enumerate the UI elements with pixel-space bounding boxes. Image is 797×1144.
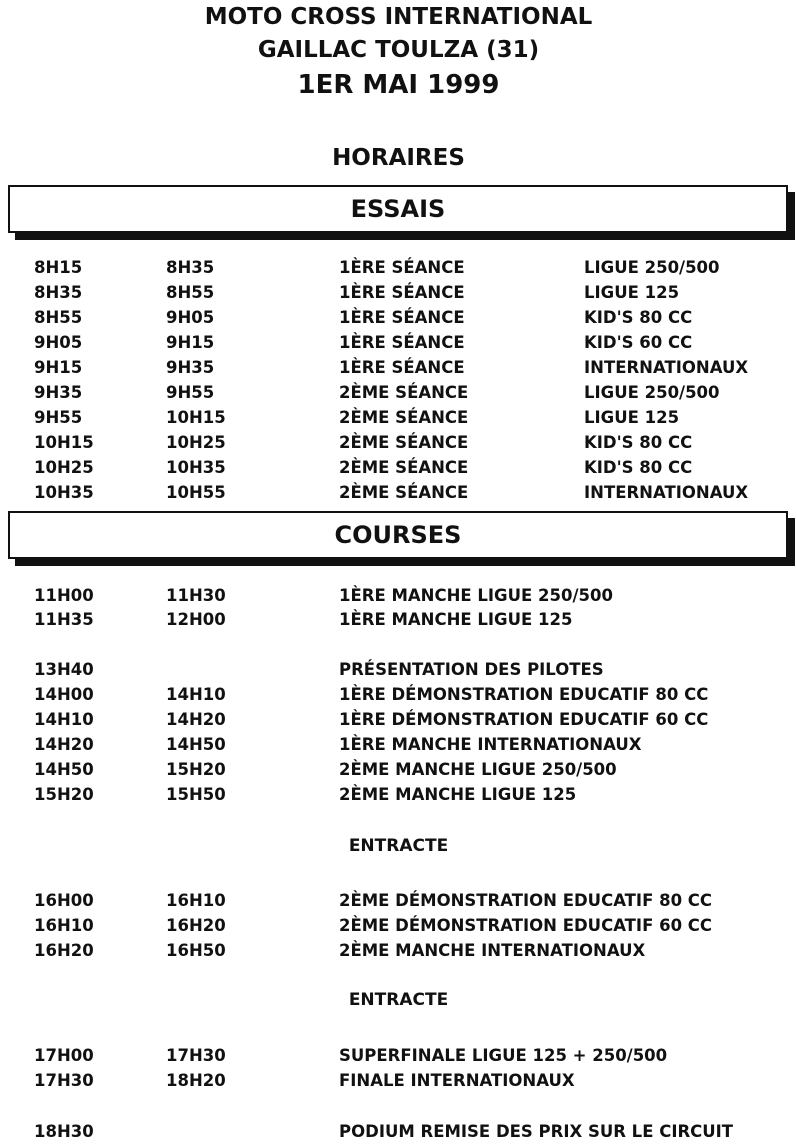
table-row	[0, 658, 797, 682]
session: 1ÈRE SÉANCE	[339, 258, 465, 277]
table-row	[0, 406, 797, 430]
table-row	[0, 431, 797, 455]
session: 2ÈME SÉANCE	[339, 433, 469, 452]
start-time: 10H15	[34, 433, 94, 452]
table-row	[0, 481, 797, 505]
end-time: 15H20	[166, 760, 226, 779]
session: 2ÈME SÉANCE	[339, 408, 469, 427]
table-row	[0, 608, 797, 632]
end-time: 10H15	[166, 408, 226, 427]
end-time: 17H30	[166, 1046, 226, 1065]
table-row	[0, 256, 797, 280]
start-time: 11H00	[34, 586, 94, 605]
end-time: 9H15	[166, 333, 215, 352]
start-time: 13H40	[34, 660, 94, 679]
start-time: 9H05	[34, 333, 83, 352]
end-time: 16H10	[166, 891, 226, 910]
end-time: 14H10	[166, 685, 226, 704]
start-time: 15H20	[34, 785, 94, 804]
session: 1ÈRE SÉANCE	[339, 308, 465, 327]
table-row	[0, 758, 797, 782]
table-row	[0, 683, 797, 707]
end-time: 8H55	[166, 283, 215, 302]
table-row	[0, 331, 797, 355]
event: 2ÈME MANCHE LIGUE 125	[339, 785, 577, 804]
event-title: MOTO CROSS INTERNATIONAL	[204, 4, 593, 30]
start-time: 10H35	[34, 483, 94, 502]
end-time: 10H25	[166, 433, 226, 452]
end-time: 15H50	[166, 785, 226, 804]
entracte-label: ENTRACTE	[348, 836, 449, 856]
start-time: 14H50	[34, 760, 94, 779]
session: 2ÈME SÉANCE	[339, 383, 469, 402]
table-row	[0, 456, 797, 480]
table-row	[0, 939, 797, 963]
start-time: 17H00	[34, 1046, 94, 1065]
event: 1ÈRE MANCHE LIGUE 125	[339, 610, 573, 629]
end-time: 12H00	[166, 610, 226, 629]
start-time: 8H35	[34, 283, 83, 302]
start-time: 18H30	[34, 1122, 94, 1141]
event: PODIUM REMISE DES PRIX SUR LE CIRCUIT	[339, 1122, 734, 1141]
category: LIGUE 250/500	[584, 258, 720, 277]
table-row	[0, 281, 797, 305]
table-row	[0, 783, 797, 807]
category: LIGUE 250/500	[584, 383, 720, 402]
start-time: 17H30	[34, 1071, 94, 1090]
start-time: 9H55	[34, 408, 83, 427]
session: 1ÈRE SÉANCE	[339, 283, 465, 302]
start-time: 16H20	[34, 941, 94, 960]
start-time: 16H00	[34, 891, 94, 910]
table-row	[0, 1044, 797, 1068]
table-row	[0, 356, 797, 380]
category: LIGUE 125	[584, 283, 680, 302]
category: KID'S 80 CC	[584, 458, 693, 477]
end-time: 10H55	[166, 483, 226, 502]
session: 2ÈME SÉANCE	[339, 458, 469, 477]
table-row	[0, 733, 797, 757]
event: 2ÈME DÉMONSTRATION EDUCATIF 80 CC	[339, 891, 713, 910]
end-time: 16H20	[166, 916, 226, 935]
event: 2ÈME DÉMONSTRATION EDUCATIF 60 CC	[339, 916, 713, 935]
category: KID'S 80 CC	[584, 308, 693, 327]
end-time: 9H35	[166, 358, 215, 377]
end-time: 10H35	[166, 458, 226, 477]
session: 1ÈRE SÉANCE	[339, 333, 465, 352]
event-date: 1ER MAI 1999	[297, 70, 500, 100]
table-row	[0, 914, 797, 938]
event: SUPERFINALE LIGUE 125 + 250/500	[339, 1046, 668, 1065]
table-row	[0, 1120, 797, 1144]
table-row	[0, 708, 797, 732]
start-time: 11H35	[34, 610, 94, 629]
end-time: 11H30	[166, 586, 226, 605]
category: INTERNATIONAUX	[584, 358, 749, 377]
end-time: 14H20	[166, 710, 226, 729]
start-time: 9H15	[34, 358, 83, 377]
start-time: 8H15	[34, 258, 83, 277]
entracte-label: ENTRACTE	[348, 990, 449, 1010]
category: KID'S 60 CC	[584, 333, 693, 352]
start-time: 14H20	[34, 735, 94, 754]
start-time: 9H35	[34, 383, 83, 402]
start-time: 14H00	[34, 685, 94, 704]
start-time: 14H10	[34, 710, 94, 729]
event: FINALE INTERNATIONAUX	[339, 1071, 575, 1090]
event: 2ÈME MANCHE LIGUE 250/500	[339, 760, 617, 779]
start-time: 16H10	[34, 916, 94, 935]
end-time: 8H35	[166, 258, 215, 277]
end-time: 9H05	[166, 308, 215, 327]
end-time: 18H20	[166, 1071, 226, 1090]
event-location: GAILLAC TOULZA (31)	[257, 37, 540, 63]
event: 1ÈRE MANCHE INTERNATIONAUX	[339, 735, 642, 754]
category: KID'S 80 CC	[584, 433, 693, 452]
table-row	[0, 306, 797, 330]
category: INTERNATIONAUX	[584, 483, 749, 502]
table-row	[0, 381, 797, 405]
table-row	[0, 1069, 797, 1093]
table-row	[0, 889, 797, 913]
event: 2ÈME MANCHE INTERNATIONAUX	[339, 941, 646, 960]
table-row	[0, 584, 797, 608]
event: 1ÈRE MANCHE LIGUE 250/500	[339, 586, 613, 605]
section-header-courses: COURSES	[8, 511, 788, 559]
schedule-heading: HORAIRES	[332, 145, 465, 171]
event: 1ÈRE DÉMONSTRATION EDUCATIF 60 CC	[339, 710, 709, 729]
session: 1ÈRE SÉANCE	[339, 358, 465, 377]
session: 2ÈME SÉANCE	[339, 483, 469, 502]
end-time: 14H50	[166, 735, 226, 754]
start-time: 8H55	[34, 308, 83, 327]
category: LIGUE 125	[584, 408, 680, 427]
event: PRÉSENTATION DES PILOTES	[339, 660, 604, 679]
section-header-essais: ESSAIS	[8, 185, 788, 233]
event: 1ÈRE DÉMONSTRATION EDUCATIF 80 CC	[339, 685, 709, 704]
start-time: 10H25	[34, 458, 94, 477]
end-time: 16H50	[166, 941, 226, 960]
end-time: 9H55	[166, 383, 215, 402]
